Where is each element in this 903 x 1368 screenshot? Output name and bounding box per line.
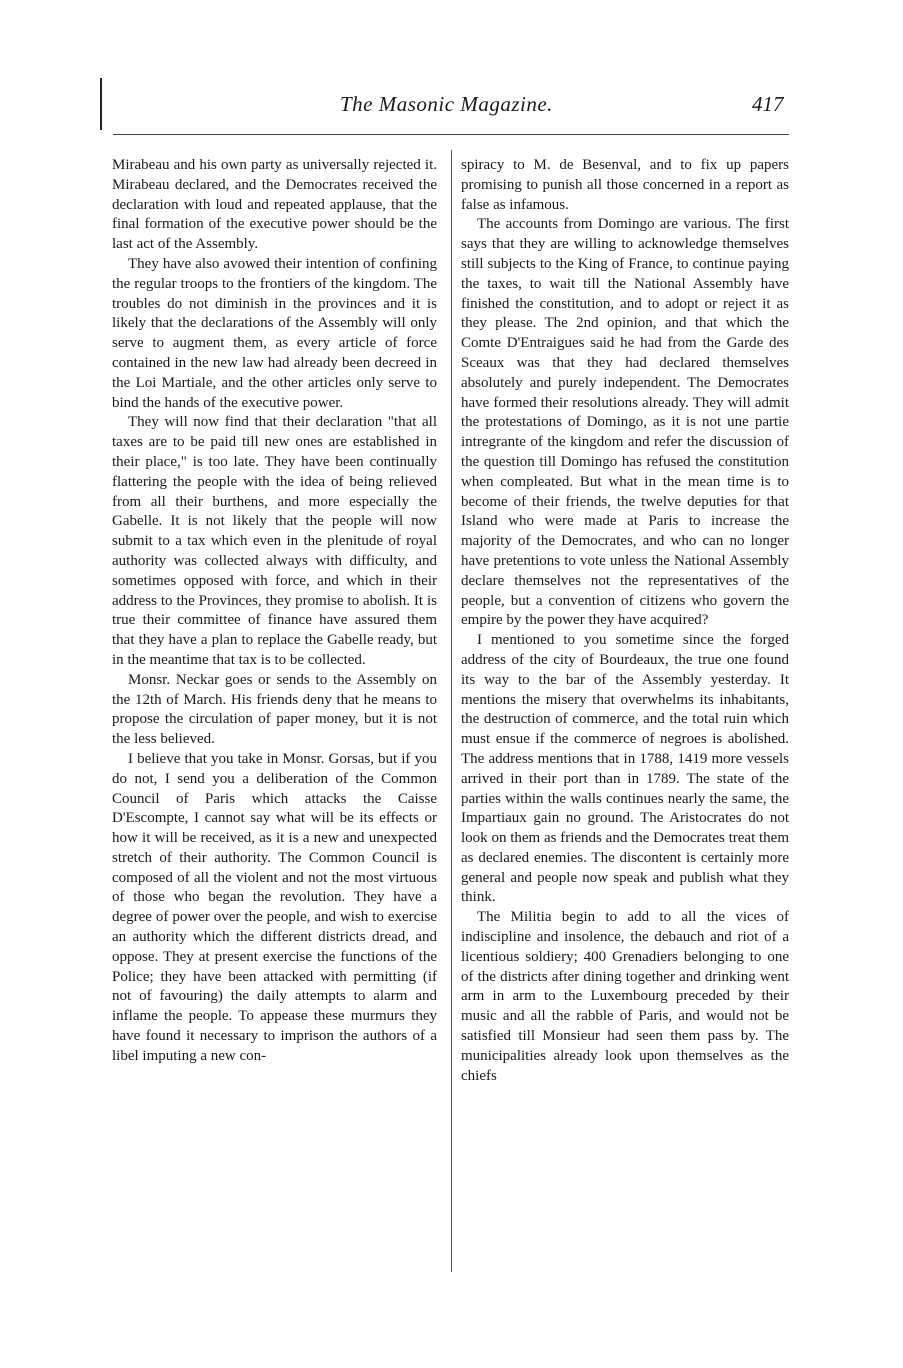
right-column (461, 156, 789, 1086)
paragraph: spiracy to M. de Besenval, and to fix up papers promising to punish all those concerned in a report as false as infamous. (461, 157, 789, 213)
paragraph: The Militia begin to add to all the vices of indiscipline and insolence, the debauch and riot of a licentious soldiery; 400 Grenadiers belonging to one of the districts after dining together and drinking went arm in arm to the Luxembourg preceded by their music and all the rabble of Paris, and would not be satisfied till Monsieur had seen them pass by. The municipalities already look upon themselves as the chiefs (461, 909, 789, 1084)
paragraph: The accounts from Domingo are various. The first says that they are willing to acknowledge themselves still subjects to the King of France, to continue paying the taxes, to wait till the National Assembly have finished the constitution, and to adopt or reject it as they please. The 2nd opinion, and that which the Comte D'Entraigues said he had from the Garde des Sceaux was that they had declared themselves absolutely and purely independent. The Democrates have formed their resolutions already. They will admit the protestations of Domingo, as it is not une partie intregrante of the kingdom and refer the discussion of the question till Domingo has refused the constitution when compleated. But what in the mean time is to become of their friends, the twelve deputies for that Island who were made at Paris to increase the majority of the Democrates, and who can no longer have pretentions to vote unless the National Assembly declare themselves not the representatives of the people, but a convention of citizens who govern the empire by the power they have acquired? (461, 216, 789, 629)
paragraph: I believe that you take in Monsr. Gorsas, but if you do not, I send you a deliberation of the Common Council of Paris which attacks the Caisse D'Escompte, I cannot say what will be its effects or how it will be received, as it is a new and unexpected stretch of their authority. The Common Council is composed of all the violent and not the most virtuous of those who began the revolution. They have a degree of power over the people, and wish to exercise an authority which the different districts dread, and oppose. They at present exercise the functions of the Police; they have been attacked with permitting (if not of favouring) the daily attempts to alarm and inflame the people. To appease these murmurs they have found it necessary to imprison the authors of a libel imputing a new con- (112, 750, 437, 1064)
paragraph: They have also avowed their intention of confining the regular troops to the frontiers of the kingdom. The troubles do not diminish in the provinces and it is likely that the declarations of the Assembly will only serve to augment them, as every article of force contained in the new law had already been decreed in the Loi Martiale, and the other articles only serve to bind the hands of the executive power. (112, 255, 437, 411)
column-divider (451, 150, 452, 1272)
page-edge-mark (100, 78, 102, 130)
paragraph: They will now find that their declaration "that all taxes are to be paid till new ones are established in their place," is too late. They have been continually flattering the people with the idea of being relieved from all their burthens, and more especially the Gabelle. It is not likely that the people will now submit to a tax which even in the plenitude of royal authority was collected always with difficulty, and sometimes opposed with force, and which in their address to the Provinces, they promise to abolish. It is true their committee of finance have assured them that they have a plan to replace the Gabelle ready, but in the meantime that tax is to be collected. (112, 414, 437, 668)
left-column (112, 156, 437, 1067)
header-rule (113, 134, 789, 135)
paragraph: Monsr. Neckar goes or sends to the Assembly on the 12th of March. His friends deny that he means to propose the circulation of paper money, but it is not the less believed. (112, 671, 437, 748)
paragraph: Mirabeau and his own party as universally rejected it. Mirabeau declared, and the Democrates received the declaration with loud and repeated applause, that the final formation of the executive power should be the last act of the Assembly. (112, 157, 437, 253)
running-title: The Masonic Magazine. (340, 92, 553, 116)
paragraph: I mentioned to you sometime since the forged address of the city of Bourdeaux, the true one found its way to the bar of the Assembly yesterday. It mentions the misery that overwhelms its inhabitants, the destruction of commerce, and the total ruin which must ensue if the commerce of negroes is abolished. The address mentions that in 1788, 1419 more vessels arrived in their port than in 1789. The state of the parties within the walls continues nearly the same, the Impartiaux gain no ground. The Aristocrates do not look on them as friends and the Democrates treat them as declared enemies. The discontent is certainly more general and people now speak and publish what they think. (461, 632, 789, 906)
page-number: 417 (752, 92, 784, 116)
